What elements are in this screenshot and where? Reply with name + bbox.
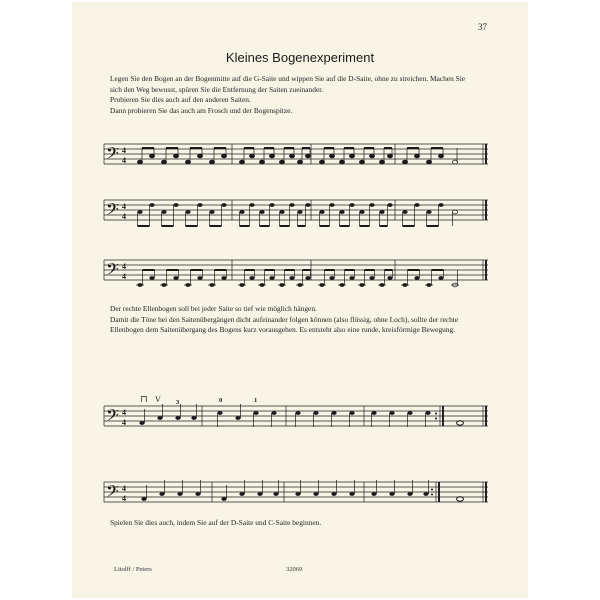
final-paragraph — [110, 518, 500, 529]
music-staff-1 — [100, 132, 500, 180]
page-number: 37 — [478, 22, 487, 32]
time-signature-icon: 4 — [122, 418, 126, 427]
note-group — [137, 276, 457, 287]
bass-clef-icon: 𝄢 — [106, 481, 119, 505]
fingering-mark: 0 — [219, 397, 223, 404]
music-staff-2 — [100, 188, 500, 236]
intro-line: Dann probieren Sie das auch am Frosch und der Bogenspitze. — [110, 105, 293, 115]
fingering-mark: 3 — [176, 399, 180, 406]
note-group — [139, 411, 463, 425]
page-title: Kleines Bogenexperiment — [225, 50, 375, 65]
music-staff-3 — [100, 248, 500, 296]
time-signature-icon: 4 — [122, 212, 126, 221]
publisher-footer: Litolff / Peters — [114, 566, 152, 573]
bass-clef-icon: 𝄢 — [106, 405, 119, 429]
final-line: Spielen Sie dies auch, indem Sie auf der D-Saite und C-Saite beginnen. — [110, 518, 322, 527]
intro-line: sich den Weg bewusst, spüren Sie die Entfernung der Saiten zueinander. — [110, 84, 324, 94]
music-staff-5 — [100, 468, 500, 516]
bass-clef-icon: 𝄢 — [106, 199, 119, 223]
middle-line: Der rechte Ellenbogen soll bei jeder Saite so tief wie möglich hängen. — [110, 304, 317, 313]
time-signature-icon: 4 — [122, 146, 126, 155]
time-signature-icon: 4 — [122, 156, 126, 165]
time-signature-icon: 4 — [122, 408, 126, 417]
middle-line: Damit die Töne bei den Saitenübergängen dicht aufeinander folgen können (also flüssig, ohne Loch), sollte der rechte — [110, 314, 459, 324]
time-signature-icon: 4 — [122, 272, 126, 281]
bass-clef-icon: 𝄢 — [106, 143, 119, 167]
intro-line: Probieren Sie dies auch auf den anderen Saiten. — [110, 95, 251, 104]
bass-clef-icon: 𝄢 — [106, 259, 119, 283]
time-signature-icon: 4 — [122, 262, 126, 271]
time-signature-icon: 4 — [122, 202, 126, 211]
middle-paragraph — [110, 304, 500, 336]
time-signature-icon: 4 — [122, 484, 126, 493]
plate-number: 32069 — [286, 566, 303, 573]
down-bow-icon: ⊓ — [140, 394, 148, 404]
middle-line: Ellenbogen dem Saitenübergang des Bogens kurz vorausgehen. Es entsteht also eine runde, kreisförmige Bewegung. — [110, 325, 456, 334]
music-staff-4 — [100, 392, 500, 440]
up-bow-icon: V — [155, 395, 161, 404]
fingering-mark: 1 — [254, 397, 258, 404]
intro-line: Legen Sie den Bogen an der Bogenmitte auf die G-Saite und wippen Sie auf die D-Saite, ohne zu streichen. Machen Sie — [110, 74, 466, 83]
time-signature-icon: 4 — [122, 494, 126, 503]
intro-paragraph — [110, 74, 500, 116]
